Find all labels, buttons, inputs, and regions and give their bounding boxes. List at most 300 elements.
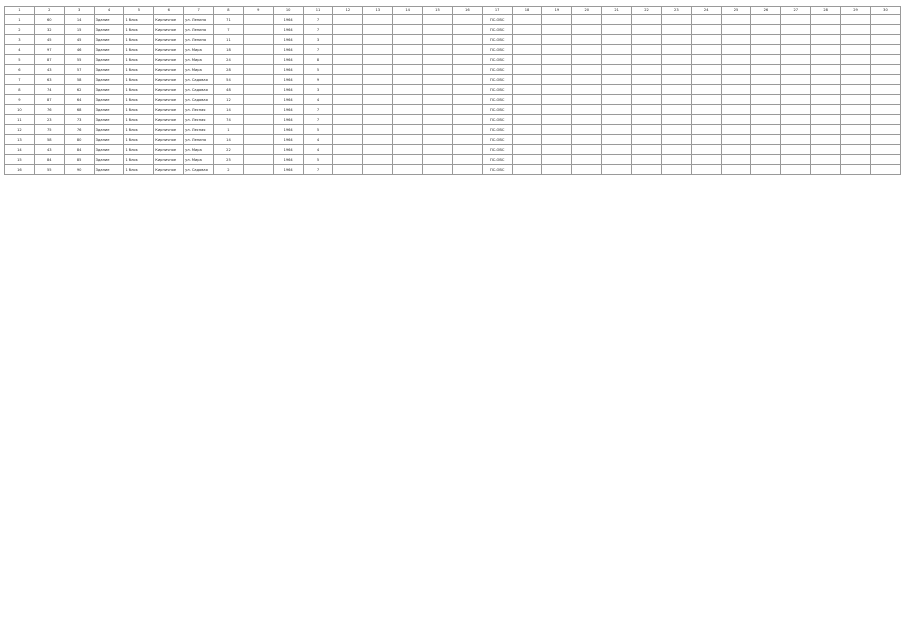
table-cell: 1 блок (124, 125, 154, 135)
table-cell (542, 115, 572, 125)
table-cell: Здание (94, 155, 124, 165)
table-cell (243, 105, 273, 115)
table-cell (721, 25, 751, 35)
table-cell: 1 блок (124, 55, 154, 65)
table-cell (423, 25, 453, 35)
table-cell (243, 35, 273, 45)
table-cell (691, 95, 721, 105)
table-cell: 14 (214, 135, 244, 145)
table-cell: 1 блок (124, 35, 154, 45)
table-cell (243, 65, 273, 75)
table-cell: Кирпичное (154, 75, 184, 85)
table-cell (452, 145, 482, 155)
table-cell: 24 (214, 55, 244, 65)
table-cell (423, 45, 453, 55)
table-cell (243, 165, 273, 175)
table-cell: 1964 (273, 75, 303, 85)
table-cell (841, 15, 871, 25)
table-cell (781, 115, 811, 125)
table-cell (243, 125, 273, 135)
table-cell (721, 45, 751, 55)
table-cell: 71 (214, 15, 244, 25)
table-cell (781, 105, 811, 115)
column-header: 23 (661, 7, 691, 15)
table-cell: 1 блок (124, 15, 154, 25)
table-cell (781, 15, 811, 25)
table-cell: 1 блок (124, 45, 154, 55)
table-cell: 1 блок (124, 145, 154, 155)
table-cell: ул. Садовая (184, 165, 214, 175)
table-cell (691, 55, 721, 65)
table-cell (661, 15, 691, 25)
column-header: 13 (363, 7, 393, 15)
table-cell (542, 155, 572, 165)
table-cell (811, 95, 841, 105)
table-cell (811, 45, 841, 55)
table-cell (811, 125, 841, 135)
table-cell (691, 145, 721, 155)
table-cell (870, 145, 900, 155)
table-cell: 1964 (273, 45, 303, 55)
table-cell: Здание (94, 115, 124, 125)
table-cell: 76 (64, 125, 94, 135)
table-row (5, 25, 901, 35)
table-cell (512, 15, 542, 25)
table-cell: 10 (5, 105, 35, 115)
table-cell (333, 125, 363, 135)
table-cell (691, 15, 721, 25)
table-cell: ПС-ОВС (482, 105, 512, 115)
table-cell: 15 (64, 25, 94, 35)
table-cell: 1964 (273, 155, 303, 165)
table-cell: 1964 (273, 55, 303, 65)
table-cell (333, 75, 363, 85)
table-cell (243, 95, 273, 105)
table-cell (691, 105, 721, 115)
table-cell (751, 15, 781, 25)
table-cell: 1964 (273, 65, 303, 75)
table-cell (572, 25, 602, 35)
table-cell (393, 115, 423, 125)
table-cell (423, 165, 453, 175)
table-cell (542, 75, 572, 85)
column-header: 29 (841, 7, 871, 15)
table-cell: 3 (303, 35, 333, 45)
table-cell (423, 95, 453, 105)
table-cell (811, 155, 841, 165)
table-cell (811, 65, 841, 75)
table-cell (363, 115, 393, 125)
column-header: 15 (423, 7, 453, 15)
table-cell (870, 105, 900, 115)
table-cell (781, 85, 811, 95)
table-cell: 7 (303, 45, 333, 55)
table-cell: 7 (303, 115, 333, 125)
table-cell: Кирпичное (154, 95, 184, 105)
table-cell (781, 95, 811, 105)
table-cell (393, 35, 423, 45)
table-cell: Здание (94, 65, 124, 75)
table-cell: ПС-ОВС (482, 125, 512, 135)
table-cell: 12 (214, 95, 244, 105)
table-body (5, 15, 901, 175)
table-cell: 57 (64, 65, 94, 75)
table-cell: ПС-ОВС (482, 55, 512, 65)
table-cell: ул. Лесная (184, 105, 214, 115)
column-header: 21 (602, 7, 632, 15)
table-row (5, 165, 901, 175)
table-cell (333, 45, 363, 55)
table-cell (393, 65, 423, 75)
table-cell (393, 75, 423, 85)
table-cell: 73 (64, 115, 94, 125)
table-cell (691, 125, 721, 135)
table-cell: Кирпичное (154, 55, 184, 65)
table-cell (602, 55, 632, 65)
table-cell (870, 55, 900, 65)
table-cell (542, 95, 572, 105)
table-cell: 1 блок (124, 85, 154, 95)
table-cell (751, 75, 781, 85)
table-cell (542, 125, 572, 135)
table-cell (721, 105, 751, 115)
table-cell (751, 35, 781, 45)
table-cell (602, 145, 632, 155)
table-cell (870, 85, 900, 95)
table-row (5, 95, 901, 105)
table-cell: 1964 (273, 135, 303, 145)
table-cell: 55 (34, 165, 64, 175)
table-cell: 75 (34, 125, 64, 135)
table-cell: Здание (94, 85, 124, 95)
table-cell (393, 155, 423, 165)
table-cell (333, 105, 363, 115)
table-cell: 9 (5, 95, 35, 105)
table-cell: ул. Мира (184, 55, 214, 65)
table-cell: ул. Ленина (184, 35, 214, 45)
table-cell (452, 115, 482, 125)
table-cell (870, 115, 900, 125)
table-cell: 7 (303, 105, 333, 115)
table-cell (452, 25, 482, 35)
table-cell: Кирпичное (154, 15, 184, 25)
table-cell (691, 155, 721, 165)
table-cell: 1964 (273, 165, 303, 175)
table-cell (811, 75, 841, 85)
table-cell (841, 35, 871, 45)
table-cell (572, 15, 602, 25)
table-cell: 1 блок (124, 115, 154, 125)
table-cell: 1 (214, 125, 244, 135)
table-cell (363, 45, 393, 55)
table-cell (691, 85, 721, 95)
table-cell (632, 95, 662, 105)
table-cell: 4 (303, 145, 333, 155)
table-cell (841, 115, 871, 125)
table-cell (452, 45, 482, 55)
table-cell: 1964 (273, 145, 303, 155)
table-cell (602, 65, 632, 75)
table-cell: 3 (5, 35, 35, 45)
table-cell (542, 45, 572, 55)
table-cell (363, 95, 393, 105)
table-cell (691, 75, 721, 85)
table-cell (632, 15, 662, 25)
table-row (5, 15, 901, 25)
table-cell: 5 (303, 65, 333, 75)
table-cell (811, 105, 841, 115)
table-cell (452, 125, 482, 135)
table-cell: 62 (64, 85, 94, 95)
table-cell (333, 165, 363, 175)
table-cell: Здание (94, 75, 124, 85)
table-cell: 7 (5, 75, 35, 85)
table-cell: 74 (34, 85, 64, 95)
table-cell (602, 165, 632, 175)
table-cell (661, 135, 691, 145)
table-cell: 1964 (273, 125, 303, 135)
table-cell (423, 155, 453, 165)
table-cell: 12 (5, 125, 35, 135)
table-cell (781, 45, 811, 55)
table-cell (781, 65, 811, 75)
table-cell (870, 155, 900, 165)
table-cell: Здание (94, 55, 124, 65)
table-cell (841, 145, 871, 155)
table-cell: 11 (214, 35, 244, 45)
table-cell: 4 (303, 135, 333, 145)
column-header: 18 (512, 7, 542, 15)
table-cell (542, 55, 572, 65)
table-cell: ул. Мира (184, 155, 214, 165)
table-cell (393, 125, 423, 135)
table-cell (423, 125, 453, 135)
table-cell: ул. Мира (184, 65, 214, 75)
table-cell (393, 85, 423, 95)
table-cell: 8 (303, 55, 333, 65)
table-cell: 87 (34, 95, 64, 105)
table-cell (542, 65, 572, 75)
table-cell (870, 95, 900, 105)
table-cell (751, 65, 781, 75)
table-cell: 14 (214, 105, 244, 115)
table-cell (363, 125, 393, 135)
table-cell (661, 165, 691, 175)
table-cell (632, 125, 662, 135)
table-cell: 2 (214, 165, 244, 175)
table-cell: ул. Ленина (184, 25, 214, 35)
table-cell (841, 55, 871, 65)
table-cell (393, 95, 423, 105)
table-cell: 22 (214, 145, 244, 155)
table-cell: Кирпичное (154, 45, 184, 55)
table-cell (512, 155, 542, 165)
table-cell (333, 85, 363, 95)
table-row (5, 145, 901, 155)
table-cell: 46 (64, 45, 94, 55)
header-row (5, 7, 901, 15)
table-cell (602, 35, 632, 45)
table-cell (452, 165, 482, 175)
table-cell: 60 (34, 15, 64, 25)
table-cell: ПС-ОВС (482, 145, 512, 155)
table-cell (751, 135, 781, 145)
table-cell: Здание (94, 145, 124, 155)
table-cell: 1964 (273, 95, 303, 105)
table-cell (572, 65, 602, 75)
table-cell (841, 105, 871, 115)
table-cell (243, 75, 273, 85)
table-cell: ул. Ленина (184, 135, 214, 145)
table-cell (512, 145, 542, 155)
table-cell (512, 25, 542, 35)
table-cell (602, 25, 632, 35)
column-header: 2 (34, 7, 64, 15)
table-cell: 1 блок (124, 165, 154, 175)
table-cell (423, 15, 453, 25)
table-cell (721, 165, 751, 175)
table-cell (721, 135, 751, 145)
table-cell: 55 (64, 55, 94, 65)
table-cell: 1 блок (124, 105, 154, 115)
table-cell (811, 25, 841, 35)
table-cell: 15 (5, 155, 35, 165)
table-cell (572, 135, 602, 145)
table-cell: 25 (214, 155, 244, 165)
table-cell: 1 блок (124, 65, 154, 75)
table-cell: 8 (5, 85, 35, 95)
table-cell: 80 (64, 135, 94, 145)
table-cell (542, 15, 572, 25)
table-cell: Здание (94, 25, 124, 35)
table-cell: 23 (34, 115, 64, 125)
table-cell (423, 105, 453, 115)
table-cell (632, 25, 662, 35)
table-cell (393, 165, 423, 175)
table-cell (363, 15, 393, 25)
table-cell: 74 (214, 115, 244, 125)
table-cell (512, 165, 542, 175)
table-cell: Здание (94, 165, 124, 175)
table-cell (751, 165, 781, 175)
table-cell (811, 85, 841, 95)
table-row (5, 105, 901, 115)
table-cell: 87 (34, 55, 64, 65)
table-cell (423, 115, 453, 125)
table-cell: 13 (5, 135, 35, 145)
table-cell: ПС-ОВС (482, 115, 512, 125)
table-cell (841, 165, 871, 175)
table-cell (572, 45, 602, 55)
table-cell (841, 155, 871, 165)
table-cell: 1 блок (124, 95, 154, 105)
table-cell (363, 65, 393, 75)
table-cell (811, 55, 841, 65)
table-cell (572, 75, 602, 85)
table-cell (393, 145, 423, 155)
table-cell (572, 145, 602, 155)
table-cell (841, 135, 871, 145)
table-cell (721, 15, 751, 25)
table-cell (632, 45, 662, 55)
table-cell: 7 (303, 165, 333, 175)
table-cell (333, 145, 363, 155)
table-cell (811, 15, 841, 25)
table-cell: Здание (94, 15, 124, 25)
table-cell (512, 115, 542, 125)
table-cell: 5 (303, 155, 333, 165)
table-cell (452, 85, 482, 95)
table-cell (661, 105, 691, 115)
table-cell (661, 145, 691, 155)
table-row (5, 65, 901, 75)
column-header: 11 (303, 7, 333, 15)
table-cell (691, 25, 721, 35)
table-cell: 1964 (273, 115, 303, 125)
table-cell: ул. Лесная (184, 115, 214, 125)
table-cell (333, 15, 363, 25)
data-table (4, 6, 901, 175)
table-cell: 43 (34, 145, 64, 155)
table-cell: 68 (64, 105, 94, 115)
table-cell: Здание (94, 45, 124, 55)
table-cell (363, 75, 393, 85)
table-cell: ПС-ОВС (482, 35, 512, 45)
table-cell (452, 35, 482, 45)
table-cell (393, 15, 423, 25)
table-cell (393, 45, 423, 55)
table-cell (841, 25, 871, 35)
table-cell (333, 135, 363, 145)
table-cell (632, 145, 662, 155)
table-cell (512, 65, 542, 75)
table-cell: 43 (34, 65, 64, 75)
table-cell (512, 45, 542, 55)
table-cell: Кирпичное (154, 85, 184, 95)
table-cell (572, 35, 602, 45)
table-cell (452, 15, 482, 25)
table-cell (781, 75, 811, 85)
table-cell: 58 (34, 135, 64, 145)
table-cell: 11 (5, 115, 35, 125)
table-cell (751, 105, 781, 115)
table-cell (751, 95, 781, 105)
table-cell: 1 (5, 15, 35, 25)
table-cell (870, 135, 900, 145)
table-cell (721, 35, 751, 45)
table-cell (542, 145, 572, 155)
table-cell (572, 95, 602, 105)
table-cell (691, 35, 721, 45)
table-cell (661, 115, 691, 125)
table-cell (841, 125, 871, 135)
table-cell (423, 85, 453, 95)
table-cell (602, 95, 632, 105)
table-cell (632, 65, 662, 75)
table-cell: Здание (94, 105, 124, 115)
table-cell (751, 45, 781, 55)
table-cell (602, 135, 632, 145)
table-cell (870, 15, 900, 25)
column-header: 4 (94, 7, 124, 15)
table-cell (661, 35, 691, 45)
table-cell (542, 135, 572, 145)
table-cell (781, 135, 811, 145)
table-cell: Кирпичное (154, 25, 184, 35)
table-cell (572, 55, 602, 65)
table-cell: 1 блок (124, 75, 154, 85)
table-cell (841, 85, 871, 95)
